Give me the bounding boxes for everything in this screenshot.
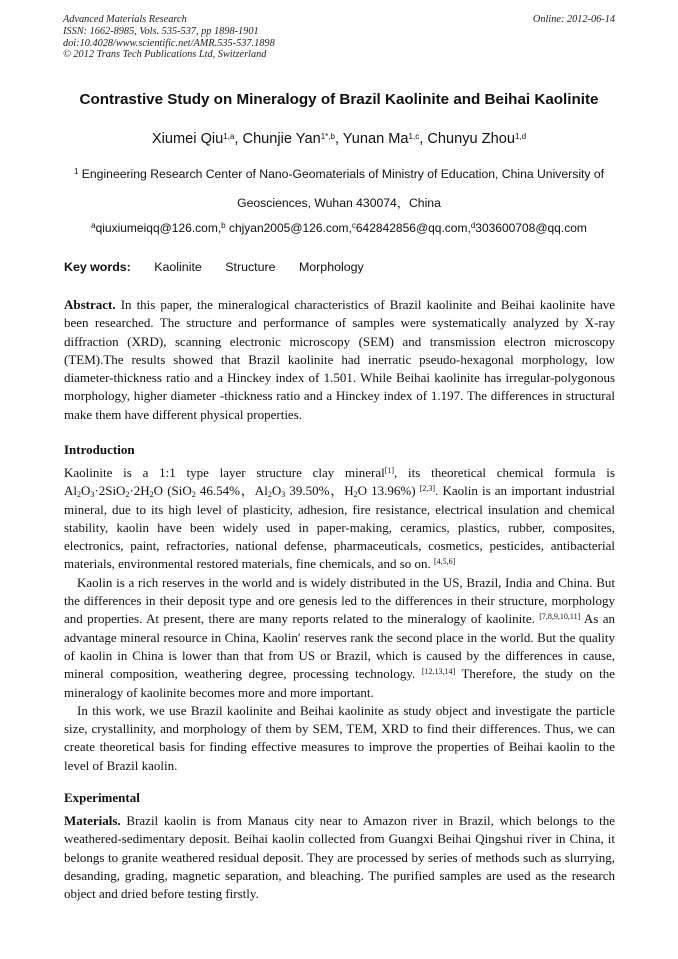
- author: Chunjie Yan$^{1*,b}$,: [242, 131, 343, 147]
- issn-line: ISSN: 1662-8985, Vols. 535-537, pp 1898-1901: [63, 25, 259, 37]
- author: Xiumei Qiu$^{1,a}$,: [151, 131, 243, 147]
- introduction-body: [64, 464, 615, 775]
- keywords: [64, 260, 615, 274]
- section-heading-experimental: Experimental: [64, 790, 140, 805]
- paper-title: Contrastive Study on Mineralogy of Brazil Kaolinite and Beihai Kaolinite: [79, 91, 599, 108]
- affiliation-line-1: $^1$ Engineering Research Center of Nano-Geomaterials of Ministry of Education, China University of: [73, 167, 605, 181]
- author: Yunan Ma$^{1,c}$,: [342, 131, 428, 147]
- author-emails: $^a$qiuxiumeiqq@126.com,$^b$ chjyan2005@126.com,$^c$642842856@qq.com,$^d$303600708@qq.com: [91, 221, 587, 235]
- materials-label: Materials.: [64, 813, 121, 828]
- keywords-label: Key words:: [64, 260, 131, 274]
- abstract-label: Abstract.: [64, 297, 116, 312]
- journal-header: [63, 14, 615, 61]
- author: Chunyu Zhou$^{1,d}$: [427, 131, 527, 147]
- keyword: Kaolinite: [154, 260, 202, 274]
- paragraph: Kaolinite is a 1:1 type layer structure clay mineral[1], its theoretical chemical formula is $Al_2O_3\cdot 2SiO_2\cdot 2H_2O$ (SiO$_2$ 46.54%，$Al_2O_3$ 39.50%，$H_2O$ 13.96%) [2,3]. Kaolin is an important industrial mineral, due to its high level of plasticity, adhesion, fire resistance, electrical insulation and chemical stability, kaolin have been widely used in paper-making, ceramics, plastics, rubber, composites, electronics, paint, refractories, national defense, pharmaceuticals, cosmetics, pesticides, antibacterial materials, environmental restored materials, fine chemicals, and so on. [4,5,6]: [64, 465, 616, 572]
- affiliation-line-2: Geosciences, Wuhan 430074，China: [237, 196, 441, 210]
- abstract-text: In this paper, the mineralogical characteristics of Brazil kaolinite and Beihai kaolinite have been researched. The structure and performance of samples were systematically analyzed by X-ray diffraction (XRD), scanning electronic microscopy (SEM) and transmission electron microscopy (TEM).The results showed that Brazil kaolinite had inerratic pseudo-hexagonal morphology, low diameter-thickness ratio and a Hinckey index of 1.501. While Beihai kaolinite has irregular-polygonous morphology, higher diameter -thickness ratio and a Hinckey index of 1.197. The differences in structural make them have different physical properties.: [64, 297, 615, 422]
- journal-name: Advanced Materials Research: [63, 14, 187, 25]
- section-heading-introduction: Introduction: [64, 442, 135, 457]
- paragraph: Kaolin is a rich reserves in the world and is widely distributed in the US, Brazil, India and China. But the differences in their deposit type and ore genesis led to the differences in their structure, morphology and properties. At present, there are many reports related to the mineralogy of kaolinite. [7,8,9,10,11] As an advantage mineral resource in China, Kaolin′ reserves rank the second place in the world. But the quality of kaolin in China is lower than that from US or Brazil, which is caused by the differences in cause, mineral composition, weathering degree, processing technology. [12,13,14] Therefore, the study on the mineralogy of kaolinite becomes more and more important.: [64, 574, 615, 700]
- online-date: Online: 2012-06-14: [532, 14, 615, 25]
- experimental-body: [64, 812, 615, 903]
- keyword: Structure: [225, 260, 276, 274]
- abstract: [64, 296, 615, 424]
- paragraph: Materials. Brazil kaolin is from Manaus city near to Amazon river in Brazil, which belongs to the weathered-sedimentary deposit. Beihai kaolin collected from Guangxi Beihai Qingshui river in China, it belongs to granite weathered residual deposit. They are processed by series of methods such as slurrying, desanding, grading, magnetic separation, and bleaching. The purified samples are used as the research object and dried before testing firstly.: [64, 813, 615, 902]
- email-link[interactable]: chjyan2005@126.com,: [225, 221, 352, 235]
- author-list: [40, 131, 638, 147]
- keyword: Morphology: [298, 260, 364, 274]
- copyright-line: © 2012 Trans Tech Publications Ltd, Switzerland: [63, 49, 267, 61]
- email-link[interactable]: 303600708@qq.com: [475, 221, 587, 235]
- doi-line: doi:10.4028/www.scientific.net/AMR.535-537.1898: [63, 37, 275, 49]
- email-link[interactable]: 642842856@qq.com,: [355, 221, 471, 235]
- paragraph: In this work, we use Brazil kaolinite and Beihai kaolinite as study object and investigate the particle size, crystallinity, and morphology of them by SEM, TEM, XRD to find their differences. Thus, we can create theoretical basis for finding effective measures to improve the properties of Beihai kaolin to the level of Brazil kaolin.: [64, 702, 615, 773]
- email-link[interactable]: qiuxiumeiqq@126.com,: [95, 221, 222, 235]
